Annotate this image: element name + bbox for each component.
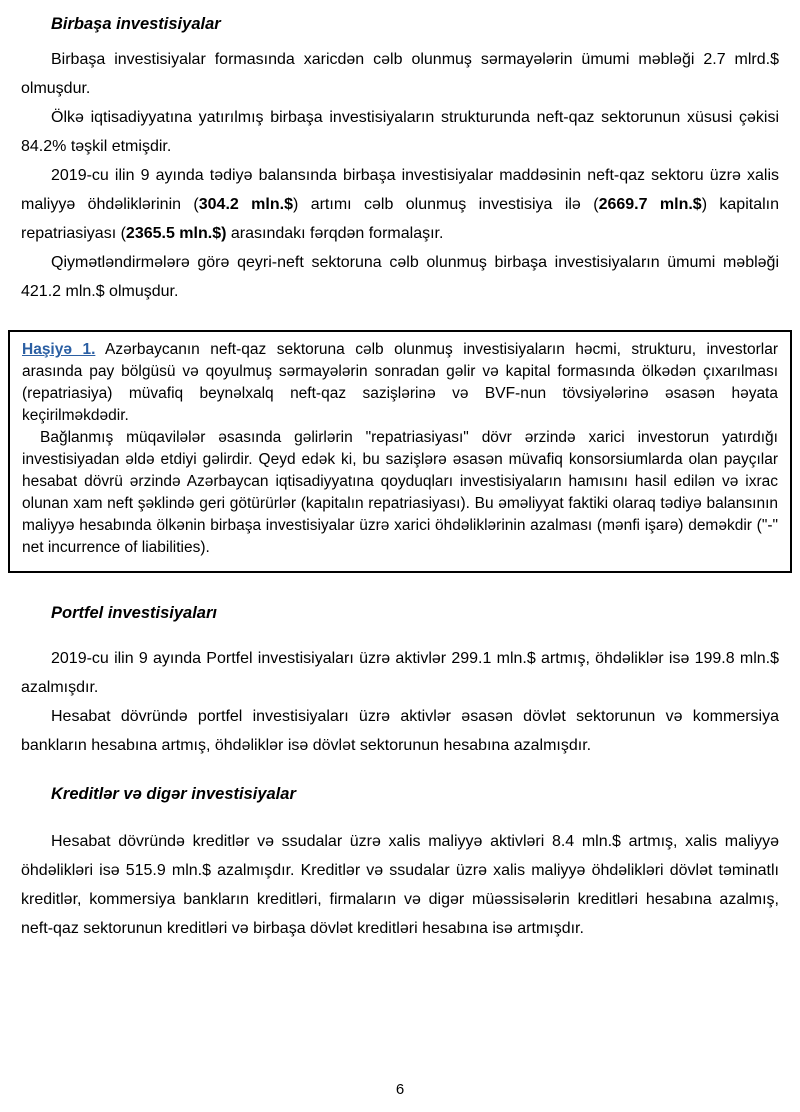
- note-box-paragraph-2: Bağlanmış müqavilələr əsasında gəlirlərin "repatriasiyası" dövr ərzində xarici investorun yatırdığı investisiyadan əldə etdiyi gəlirdir. Qeyd edək ki, bu sazişlərə əsasən müvafiq konsorsiumlarda olan payçılar hesabat dövrü ərzində Azərbaycan iqtisadiyyatına qoyduqları investisiyaların hamısını hasil edilən və ixrac olunan xam neft şəklində geri götürürlər (kapitalın repatriasiyası). Bu əməliyyat faktiki olaraq tədiyə balansının maliyyə hesabında ölkənin birbaşa investisiyalar üzrə xarici öhdəliklərinin azalması (mənfi işarə) deməkdir ("-" net incurrence of liabilities).: [22, 429, 778, 556]
- note-label: Haşiyə 1.: [22, 341, 96, 358]
- text-segment: ) artımı cəlb olunmuş investisiya ilə (: [292, 196, 599, 213]
- text-segment: 304.2 mln.$: [198, 196, 293, 213]
- section-heading-direct-investments: Birbaşa investisiyalar: [51, 15, 221, 33]
- paragraph-credits-1: Hesabat dövründə kreditlər və ssudalar üzrə xalis maliyyə aktivləri 8.4 mln.$ artmış, xalis maliyyə öhdəlikləri isə 515.9 mln.$ azalmışdır. Kreditlər və ssudalar üzrə xalis maliyyə öhdəlikləri dövlət təminatlı kreditlər, kommersiya bankların kreditləri, firmaların və digər müəssisələrin kreditləri hesabına azalmış, neft-qaz sektorunun kreditləri və birbaşa dövlət kreditləri hesabına isə artmışdır.: [21, 833, 779, 937]
- text-segment: 2019-cu ilin 9 ayında tədiyə balansında birbaşa investisiyalar maddəsinin neft-qaz sektoru üzrə xalis maliyyə öhdəliklərinin (: [21, 167, 779, 213]
- text-segment: arasındakı fərqdən formalaşır.: [226, 225, 444, 242]
- section-heading-portfolio-investments: Portfel investisiyaları: [51, 604, 217, 622]
- paragraph-portfolio-1: 2019-cu ilin 9 ayında Portfel investisiyaları üzrə aktivlər 299.1 mln.$ artmış, öhdəliklər isə 199.8 mln.$ azalmışdır.: [21, 650, 779, 696]
- page-number: 6: [395, 1081, 405, 1098]
- section-heading-credits: Kreditlər və digər investisiyalar: [51, 785, 296, 803]
- text-segment: 2669.7 mln.$: [598, 196, 702, 213]
- paragraph-direct-investments-3: [21, 161, 779, 248]
- note-box-hasiye-1: [8, 330, 792, 573]
- paragraph-direct-investments-4: Qiymətləndirmələrə görə qeyri-neft sektoruna cəlb olunmuş birbaşa investisiyaların ümumi məbləği 421.2 mln.$ olmuşdur.: [21, 254, 779, 300]
- note-box-paragraph-1: [22, 339, 778, 427]
- paragraph-direct-investments-1: Birbaşa investisiyalar formasında xaricdən cəlb olunmuş sərmayələrin ümumi məbləği 2.7 mlrd.$ olmuşdur.: [21, 51, 779, 97]
- text-segment: ) kapitalın repatriasiyası (: [21, 196, 780, 242]
- text-segment: 2365.5 mln.$): [125, 225, 227, 242]
- paragraph-direct-investments-2: Ölkə iqtisadiyyatına yatırılmış birbaşa investisiyaların strukturunda neft-qaz sektorunun xüsusi çəkisi 84.2% təşkil etmişdir.: [21, 109, 779, 155]
- text-segment: Azərbaycanın neft-qaz sektoruna cəlb olunmuş investisiyaların həcmi, strukturu, investorlar arasında pay bölgüsü və qoyulmuş sərmayələrin sonradan gəlir və kapital formasında ölkədən çıxarılması (repatriasiya) müvafiq beynəlxalq neft-qaz sazişlərinə və BVF-nun tövsiyələrinə əsasən həyata keçirilməkdədir.: [22, 341, 778, 424]
- paragraph-portfolio-2: Hesabat dövründə portfel investisiyaları üzrə aktivlər əsasən dövlət sektorunun və kommersiya bankların hesabına artmış, öhdəliklər isə dövlət sektorunun hesabına azalmışdır.: [21, 708, 779, 754]
